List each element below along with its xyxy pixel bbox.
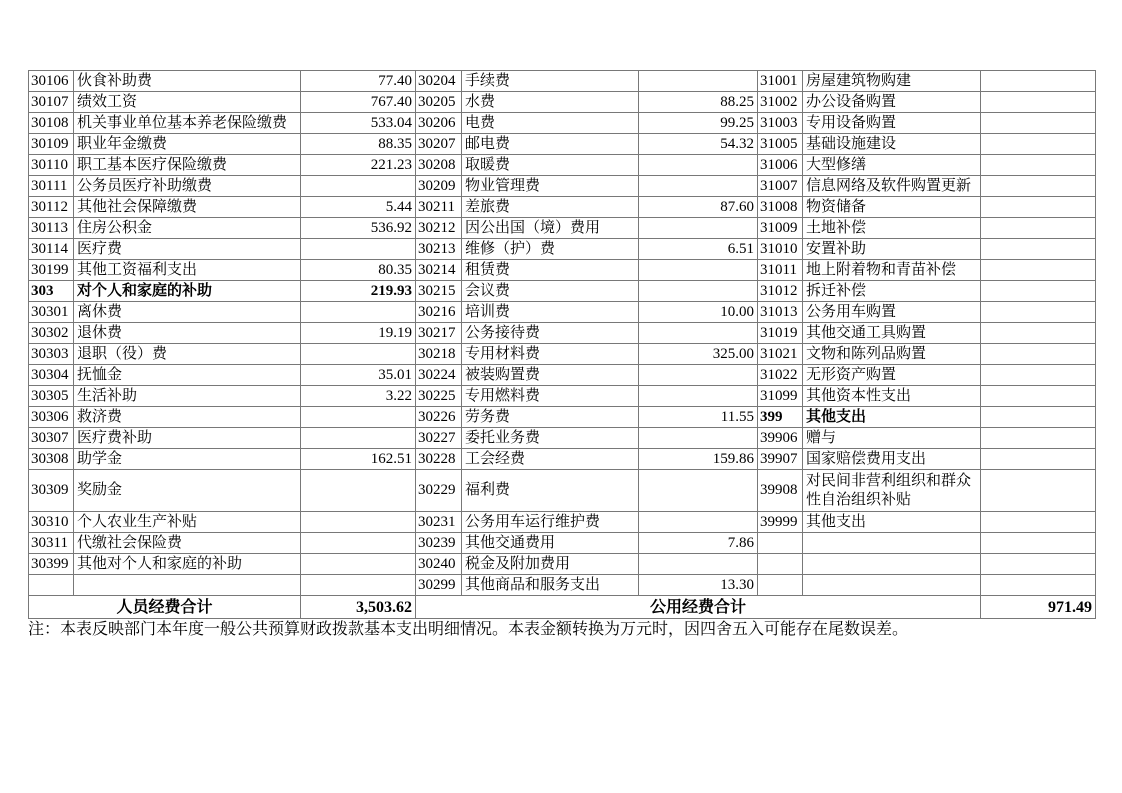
name-cell: 机关事业单位基本养老保险缴费 <box>74 113 301 134</box>
name-cell: 其他资本性支出 <box>803 386 981 407</box>
code-cell <box>758 575 803 596</box>
amount-cell <box>301 554 416 575</box>
table-row <box>29 302 1096 323</box>
table-row <box>29 71 1096 92</box>
summary-row <box>29 596 1096 619</box>
code-cell: 31019 <box>758 323 803 344</box>
code-cell: 30226 <box>416 407 462 428</box>
amount-cell <box>981 512 1096 533</box>
name-cell: 办公设备购置 <box>803 92 981 113</box>
code-cell: 30209 <box>416 176 462 197</box>
code-cell: 30224 <box>416 365 462 386</box>
amount-cell <box>981 113 1096 134</box>
amount-cell <box>639 428 758 449</box>
code-cell: 39999 <box>758 512 803 533</box>
code-cell: 30228 <box>416 449 462 470</box>
code-cell: 30216 <box>416 302 462 323</box>
name-cell: 培训费 <box>462 302 639 323</box>
code-cell: 30205 <box>416 92 462 113</box>
name-cell: 委托业务费 <box>462 428 639 449</box>
name-cell: 大型修缮 <box>803 155 981 176</box>
name-cell: 伙食补助费 <box>74 71 301 92</box>
code-cell: 31008 <box>758 197 803 218</box>
amount-cell <box>639 470 758 512</box>
table-footer <box>29 596 1096 619</box>
code-cell: 31011 <box>758 260 803 281</box>
code-cell: 30106 <box>29 71 74 92</box>
table-body <box>29 71 1096 596</box>
name-cell: 会议费 <box>462 281 639 302</box>
amount-cell <box>301 176 416 197</box>
table-row <box>29 134 1096 155</box>
personnel-total-label: 人员经费合计 <box>29 596 301 619</box>
code-cell: 30215 <box>416 281 462 302</box>
table-row <box>29 554 1096 575</box>
code-cell: 31012 <box>758 281 803 302</box>
code-cell: 30310 <box>29 512 74 533</box>
table-row <box>29 92 1096 113</box>
amount-cell <box>639 365 758 386</box>
amount-cell <box>301 470 416 512</box>
table-row <box>29 113 1096 134</box>
name-cell: 无形资产购置 <box>803 365 981 386</box>
name-cell: 房屋建筑物购建 <box>803 71 981 92</box>
name-cell: 手续费 <box>462 71 639 92</box>
table-row <box>29 365 1096 386</box>
name-cell: 被装购置费 <box>462 365 639 386</box>
table-row <box>29 239 1096 260</box>
name-cell: 其他社会保障缴费 <box>74 197 301 218</box>
table-row <box>29 512 1096 533</box>
code-cell: 31022 <box>758 365 803 386</box>
table-row <box>29 176 1096 197</box>
amount-cell <box>301 575 416 596</box>
amount-cell <box>981 533 1096 554</box>
name-cell <box>803 575 981 596</box>
name-cell: 福利费 <box>462 470 639 512</box>
amount-cell <box>981 176 1096 197</box>
amount-cell: 6.51 <box>639 239 758 260</box>
code-cell <box>29 575 74 596</box>
name-cell: 离休费 <box>74 302 301 323</box>
table-row <box>29 470 1096 512</box>
code-cell: 39906 <box>758 428 803 449</box>
amount-cell <box>639 386 758 407</box>
amount-cell <box>301 239 416 260</box>
code-cell: 31001 <box>758 71 803 92</box>
name-cell: 维修（护）费 <box>462 239 639 260</box>
name-cell: 公务员医疗补助缴费 <box>74 176 301 197</box>
code-cell: 30206 <box>416 113 462 134</box>
amount-cell: 11.55 <box>639 407 758 428</box>
amount-cell: 54.32 <box>639 134 758 155</box>
amount-cell: 159.86 <box>639 449 758 470</box>
name-cell: 劳务费 <box>462 407 639 428</box>
name-cell: 其他支出 <box>803 407 981 428</box>
name-cell: 工会经费 <box>462 449 639 470</box>
amount-cell <box>981 302 1096 323</box>
table-row <box>29 323 1096 344</box>
code-cell: 30303 <box>29 344 74 365</box>
code-cell: 30301 <box>29 302 74 323</box>
amount-cell <box>639 176 758 197</box>
name-cell: 生活补助 <box>74 386 301 407</box>
name-cell: 地上附着物和青苗补偿 <box>803 260 981 281</box>
basic-expenditure-table-wrap <box>28 70 1096 619</box>
name-cell: 职工基本医疗保险缴费 <box>74 155 301 176</box>
code-cell: 30217 <box>416 323 462 344</box>
code-cell: 30212 <box>416 218 462 239</box>
code-cell: 30231 <box>416 512 462 533</box>
table-row <box>29 281 1096 302</box>
amount-cell <box>981 575 1096 596</box>
amount-cell: 88.25 <box>639 92 758 113</box>
name-cell: 医疗费 <box>74 239 301 260</box>
code-cell: 30306 <box>29 407 74 428</box>
amount-cell <box>639 260 758 281</box>
amount-cell <box>981 155 1096 176</box>
code-cell: 30399 <box>29 554 74 575</box>
amount-cell <box>981 365 1096 386</box>
amount-cell <box>981 407 1096 428</box>
table-row <box>29 344 1096 365</box>
name-cell: 安置补助 <box>803 239 981 260</box>
amount-cell <box>639 323 758 344</box>
name-cell: 赠与 <box>803 428 981 449</box>
code-cell: 31002 <box>758 92 803 113</box>
code-cell: 39907 <box>758 449 803 470</box>
name-cell: 医疗费补助 <box>74 428 301 449</box>
code-cell: 30218 <box>416 344 462 365</box>
table-note: 注：本表反映部门本年度一般公共预算财政拨款基本支出明细情况。本表金额转换为万元时，因四舍五入可能存在尾数误差。 <box>28 621 909 638</box>
table-row <box>29 449 1096 470</box>
name-cell: 个人农业生产补贴 <box>74 512 301 533</box>
name-cell: 职业年金缴费 <box>74 134 301 155</box>
amount-cell: 10.00 <box>639 302 758 323</box>
amount-cell <box>981 260 1096 281</box>
name-cell: 住房公积金 <box>74 218 301 239</box>
code-cell: 30311 <box>29 533 74 554</box>
code-cell: 30305 <box>29 386 74 407</box>
amount-cell: 533.04 <box>301 113 416 134</box>
name-cell: 基础设施建设 <box>803 134 981 155</box>
name-cell: 电费 <box>462 113 639 134</box>
amount-cell: 77.40 <box>301 71 416 92</box>
code-cell: 31021 <box>758 344 803 365</box>
name-cell: 因公出国（境）费用 <box>462 218 639 239</box>
amount-cell <box>981 449 1096 470</box>
amount-cell: 219.93 <box>301 281 416 302</box>
code-cell: 30113 <box>29 218 74 239</box>
table-row <box>29 155 1096 176</box>
code-cell: 30299 <box>416 575 462 596</box>
name-cell: 其他对个人和家庭的补助 <box>74 554 301 575</box>
amount-cell: 221.23 <box>301 155 416 176</box>
name-cell: 抚恤金 <box>74 365 301 386</box>
code-cell: 31013 <box>758 302 803 323</box>
amount-cell <box>301 512 416 533</box>
code-cell: 30309 <box>29 470 74 512</box>
name-cell: 救济费 <box>74 407 301 428</box>
personnel-total-amount: 3,503.62 <box>301 596 416 619</box>
amount-cell <box>981 281 1096 302</box>
amount-cell <box>981 386 1096 407</box>
name-cell: 公务用车运行维护费 <box>462 512 639 533</box>
table-row <box>29 260 1096 281</box>
code-cell: 30225 <box>416 386 462 407</box>
code-cell: 31010 <box>758 239 803 260</box>
name-cell: 水费 <box>462 92 639 113</box>
code-cell: 31009 <box>758 218 803 239</box>
amount-cell <box>981 470 1096 512</box>
code-cell: 30211 <box>416 197 462 218</box>
code-cell <box>758 533 803 554</box>
code-cell <box>758 554 803 575</box>
table-row <box>29 428 1096 449</box>
name-cell: 物资储备 <box>803 197 981 218</box>
amount-cell <box>639 155 758 176</box>
amount-cell: 19.19 <box>301 323 416 344</box>
name-cell: 其他工资福利支出 <box>74 260 301 281</box>
name-cell: 绩效工资 <box>74 92 301 113</box>
amount-cell <box>301 428 416 449</box>
amount-cell <box>981 92 1096 113</box>
name-cell: 税金及附加费用 <box>462 554 639 575</box>
code-cell: 30112 <box>29 197 74 218</box>
name-cell <box>803 554 981 575</box>
name-cell <box>74 575 301 596</box>
code-cell: 30108 <box>29 113 74 134</box>
name-cell: 邮电费 <box>462 134 639 155</box>
name-cell: 奖励金 <box>74 470 301 512</box>
amount-cell <box>981 323 1096 344</box>
name-cell: 对民间非营利组织和群众性自治组织补贴 <box>803 470 981 512</box>
amount-cell: 5.44 <box>301 197 416 218</box>
code-cell: 30110 <box>29 155 74 176</box>
basic-expenditure-table <box>28 70 1096 619</box>
amount-cell: 7.86 <box>639 533 758 554</box>
name-cell: 取暖费 <box>462 155 639 176</box>
code-cell: 30111 <box>29 176 74 197</box>
code-cell: 303 <box>29 281 74 302</box>
name-cell: 租赁费 <box>462 260 639 281</box>
name-cell: 差旅费 <box>462 197 639 218</box>
code-cell: 30109 <box>29 134 74 155</box>
table-row <box>29 407 1096 428</box>
amount-cell <box>981 554 1096 575</box>
name-cell: 信息网络及软件购置更新 <box>803 176 981 197</box>
code-cell: 30229 <box>416 470 462 512</box>
table-row <box>29 575 1096 596</box>
code-cell: 30308 <box>29 449 74 470</box>
code-cell: 30240 <box>416 554 462 575</box>
table-row <box>29 197 1096 218</box>
amount-cell: 162.51 <box>301 449 416 470</box>
amount-cell <box>981 218 1096 239</box>
code-cell: 30107 <box>29 92 74 113</box>
name-cell: 退职（役）费 <box>74 344 301 365</box>
amount-cell: 325.00 <box>639 344 758 365</box>
code-cell: 30214 <box>416 260 462 281</box>
code-cell: 39908 <box>758 470 803 512</box>
amount-cell: 13.30 <box>639 575 758 596</box>
amount-cell: 87.60 <box>639 197 758 218</box>
code-cell: 31005 <box>758 134 803 155</box>
code-cell: 31099 <box>758 386 803 407</box>
amount-cell <box>639 281 758 302</box>
amount-cell: 35.01 <box>301 365 416 386</box>
code-cell: 31007 <box>758 176 803 197</box>
amount-cell <box>301 533 416 554</box>
amount-cell <box>981 71 1096 92</box>
table-row <box>29 218 1096 239</box>
code-cell: 31006 <box>758 155 803 176</box>
code-cell: 30239 <box>416 533 462 554</box>
name-cell: 物业管理费 <box>462 176 639 197</box>
name-cell: 国家赔偿费用支出 <box>803 449 981 470</box>
code-cell: 30207 <box>416 134 462 155</box>
amount-cell <box>981 428 1096 449</box>
public-total-label: 公用经费合计 <box>416 596 981 619</box>
name-cell: 其他交通工具购置 <box>803 323 981 344</box>
amount-cell <box>981 197 1096 218</box>
code-cell: 30114 <box>29 239 74 260</box>
name-cell: 退休费 <box>74 323 301 344</box>
amount-cell: 767.40 <box>301 92 416 113</box>
name-cell: 文物和陈列品购置 <box>803 344 981 365</box>
code-cell: 30304 <box>29 365 74 386</box>
amount-cell <box>981 239 1096 260</box>
name-cell: 拆迁补偿 <box>803 281 981 302</box>
name-cell: 对个人和家庭的补助 <box>74 281 301 302</box>
amount-cell: 99.25 <box>639 113 758 134</box>
code-cell: 30302 <box>29 323 74 344</box>
table-row <box>29 533 1096 554</box>
amount-cell: 80.35 <box>301 260 416 281</box>
amount-cell <box>301 344 416 365</box>
amount-cell <box>639 554 758 575</box>
name-cell: 公务用车购置 <box>803 302 981 323</box>
code-cell: 30307 <box>29 428 74 449</box>
code-cell: 399 <box>758 407 803 428</box>
amount-cell <box>301 407 416 428</box>
name-cell <box>803 533 981 554</box>
name-cell: 代缴社会保险费 <box>74 533 301 554</box>
name-cell: 其他支出 <box>803 512 981 533</box>
name-cell: 专用材料费 <box>462 344 639 365</box>
code-cell: 30208 <box>416 155 462 176</box>
code-cell: 30204 <box>416 71 462 92</box>
name-cell: 专用燃料费 <box>462 386 639 407</box>
name-cell: 其他商品和服务支出 <box>462 575 639 596</box>
amount-cell <box>639 71 758 92</box>
amount-cell: 3.22 <box>301 386 416 407</box>
code-cell: 30199 <box>29 260 74 281</box>
amount-cell <box>981 344 1096 365</box>
table-row <box>29 386 1096 407</box>
name-cell: 土地补偿 <box>803 218 981 239</box>
amount-cell <box>639 218 758 239</box>
name-cell: 助学金 <box>74 449 301 470</box>
public-total-amount: 971.49 <box>981 596 1096 619</box>
amount-cell <box>639 512 758 533</box>
code-cell: 31003 <box>758 113 803 134</box>
name-cell: 其他交通费用 <box>462 533 639 554</box>
amount-cell <box>301 302 416 323</box>
code-cell: 30213 <box>416 239 462 260</box>
amount-cell: 536.92 <box>301 218 416 239</box>
code-cell: 30227 <box>416 428 462 449</box>
name-cell: 公务接待费 <box>462 323 639 344</box>
amount-cell <box>981 134 1096 155</box>
amount-cell: 88.35 <box>301 134 416 155</box>
name-cell: 专用设备购置 <box>803 113 981 134</box>
